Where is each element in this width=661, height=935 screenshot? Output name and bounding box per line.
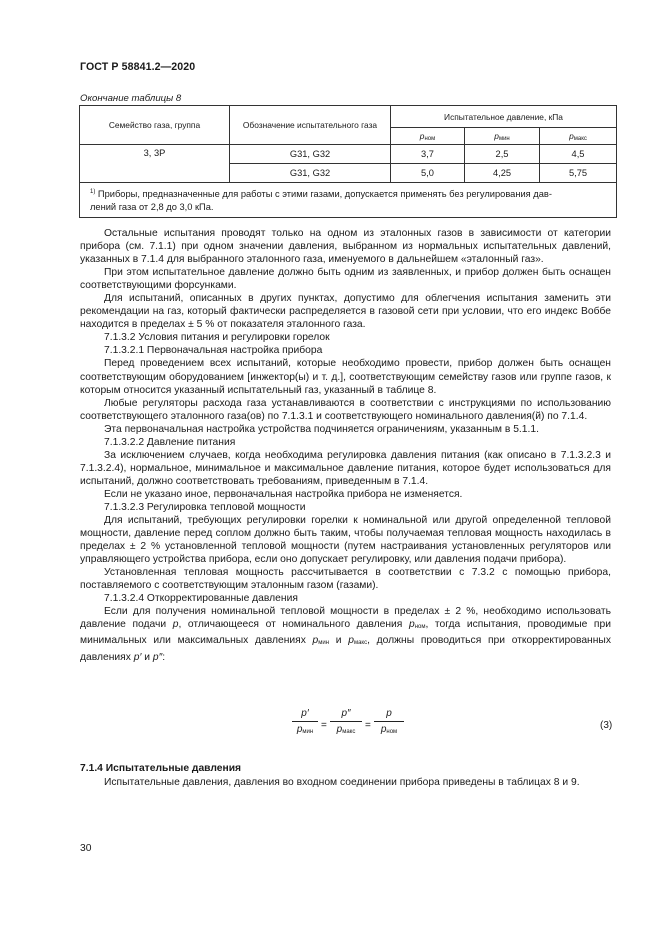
footnote-text: Приборы, предназначенные для работы с этими газами, допускается применять без регулирования дав- [95,189,552,199]
approx-sign: = [365,720,371,731]
col-header-p-max: pмакс [540,128,617,145]
cell-family: 3, 3P [80,145,230,183]
paragraph: Любые регуляторы расхода газа устанавливаются в соответствии с инструкциями по использованию соответствующего эталонного газа(ов) по 7.1.3.1 и соответствующего номинального давления(й) по 7.1.4. [80,397,611,422]
equation-number: (3) [600,720,613,731]
body-text [80,227,611,664]
paragraph: Для испытаний, описанных в других пунктах, допустимо для облегчения испытания заменить эти рекомендации на газ, который фактически распределяется в газовой сети при условии, что его индекс Воббе находится в пределах ± 5 % от показателя эталонного газа. [80,293,611,331]
col-header-pressure: Испытательное давление, кПа [391,106,617,128]
fraction-nom: p pном [374,708,404,735]
paragraph: Остальные испытания проводят только на одном из эталонных газов в зависимости от категории прибора (см. 7.1.1) при одном значении давления, выбранном из нормальных испытательных давлений, указанных в 7.1.4 для выбранного эталонного газа, именуемого в дальнейшем «эталонный газ». [80,228,611,266]
col-header-p-min: pмин [465,128,540,145]
paragraph: Перед проведением всех испытаний, которые необходимо провести, прибор должен быть оснащен соответствующим оборудованием [инжектор(ы) и т. д.], соответствующим семейству газов или группе газов, к которым относится указанный испытательный газ, указанный в таблице 8. [80,358,611,396]
paragraph: Если не указано иное, первоначальная настройка прибора не изменяется. [104,488,463,500]
footnote-text-cont: лений газа от 2,8 до 3,0 кПа. [90,201,214,212]
col-header-family: Семейство газа, группа [80,106,230,145]
footnote-marker: 1) [90,189,96,195]
cell-gas: G31, G32 [230,164,391,183]
subsection-heading: 7.1.3.2.4 Откорректированные давления [104,593,298,605]
section-text: Испытательные давления, давления во входном соединении прибора приведены в таблицах 8 и 9. [104,777,580,788]
subsection-heading: 7.1.3.2.2 Давление питания [104,436,236,448]
paragraph: При этом испытательное давление должно быть одним из заявленных, и прибор должен быть оснащен соответствующими форсунками. [80,267,611,292]
cell-nom: 5,0 [391,164,465,183]
paragraph: Эта первоначальная настройка устройства подчиняется ограничениям, указанным в 5.1.1. [104,423,539,435]
cell-nom: 3,7 [391,145,465,164]
table-caption: Окончание таблицы 8 [80,93,182,104]
cell-min: 2,5 [465,145,540,164]
subsection-heading: 7.1.3.2.1 Первоначальная настройка прибора [104,345,323,357]
paragraph: Установленная тепловая мощность рассчитывается в соответствии с 7.3.2 с помощью прибора, поставляемого с соответствующим эталонным газом (газами). [80,567,611,592]
cell-gas: G31, G32 [230,145,391,164]
col-header-p-nom: pном [391,128,465,145]
fraction-min: p′ pмин [292,708,318,735]
paragraph: Для испытаний, требующих регулировки горелки к номинальной или другой определенной тепловой мощности, давление перед соплом должно быть таким, чтобы получаемая тепловая мощность находилась в пределах ± 2 % установленной тепловой мощности (путем настраивания установленных регуляторов или управляющего устройства прибора, если оно допускает регулировку, или давления подачи прибора). [80,515,611,566]
col-header-designation: Обозначение испытательного газа [230,106,391,145]
table-footnote [80,183,617,218]
fraction-max: p″ pмакс [330,708,362,735]
subsection-heading: 7.1.3.2 Условия питания и регулировки горелок [104,332,330,344]
subsection-heading: 7.1.3.2.3 Регулировка тепловой мощности [104,501,306,513]
pressure-table [79,105,617,218]
section-title: 7.1.4 Испытательные давления [80,763,242,774]
cell-max: 4,5 [540,145,617,164]
cell-max: 5,75 [540,164,617,183]
cell-min: 4,25 [465,164,540,183]
formula-3 [292,708,612,748]
page-number: 30 [80,843,92,854]
approx-sign: = [321,720,327,731]
paragraph-corrected-pressures: Если для получения номинальной тепловой мощности в пределах ± 2 %, необходимо использовать давление подачи p, отличающееся от номинального давления pном, тогда испытания, проводимые при минимальных или максимальных давлениях pмин и pмакс, должны проводиться при откорректированных давлениях p′ и p″: [80,606,611,663]
paragraph: За исключением случаев, когда необходима регулировка давления питания (как описано в 7.1.3.2.3 и 7.1.3.2.4), нормальное, минимальное и максимальное давление питания, которое будет использоваться для испытаний, должно соответствовать требованиям, приведенным в 7.1.4. [80,449,611,487]
table-row [80,145,617,164]
document-header: ГОСТ Р 58841.2—2020 [80,61,196,73]
